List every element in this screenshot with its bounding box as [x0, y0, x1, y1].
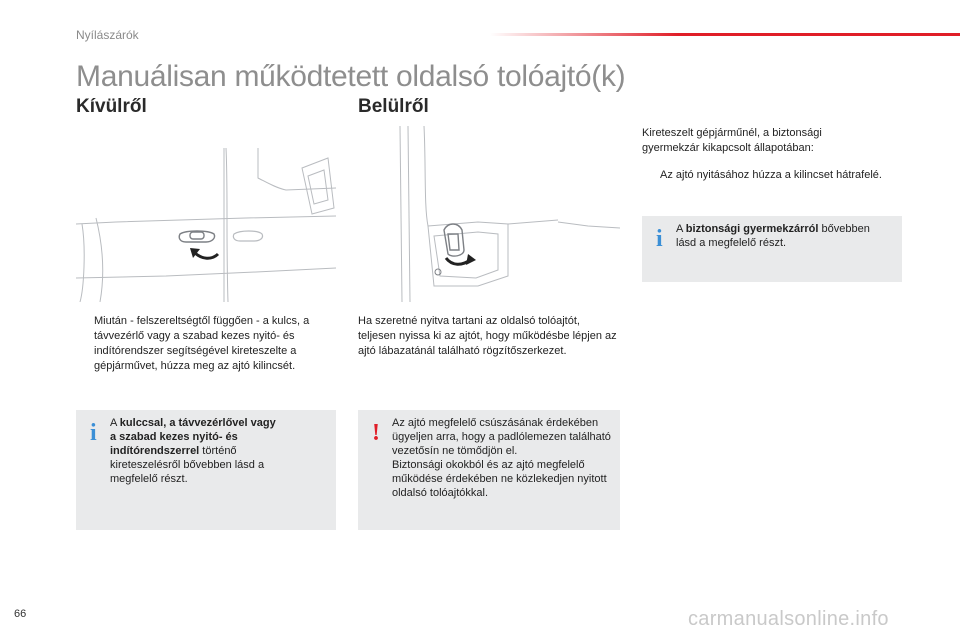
info-icon: i [90, 420, 97, 446]
heading-outside: Kívülről [76, 96, 147, 117]
warning-line-2: Biztonsági okokból és az ajtó megfelelő működése érdekében ne közlekedjen nyitott oldalsó tolóajtókkal. [392, 459, 607, 499]
info-icon: i [656, 226, 663, 252]
inside-warning-note [358, 410, 620, 530]
page-title: Manuálisan működtetett oldalsó tolóajtó(k) [76, 60, 626, 93]
child-lock-info-note [642, 216, 902, 282]
warning-line-1: Az ajtó megfelelő csúszásának érdekében ügyeljen arra, hogy a padlólemezen található vezetősín ne tömődjön el. [392, 417, 611, 457]
outside-info-text [110, 416, 276, 486]
bullet-marker [76, 314, 94, 374]
outside-door-illustration [76, 148, 336, 302]
bullet-marker [642, 168, 660, 183]
outside-instruction-text: Miután - felszereltségtől függően - a kulcs, a távvezérlő vagy a szabad kezes nyitó- és indítórendszer segítségével kireteszelte a gépjárművet, húzza meg az ajtó kilincsét. [94, 315, 310, 372]
warning-icon: ! [372, 420, 380, 446]
child-lock-info-text [676, 222, 872, 250]
note-prefix: A [676, 223, 686, 235]
note-prefix: A [110, 417, 120, 429]
note-rest: történő kireteszelésről bővebben lásd a megfelelő részt. [110, 445, 265, 485]
page-number: 66 [14, 608, 27, 620]
inside-door-illustration [358, 126, 620, 302]
child-lock-instruction-text: Az ajtó nyitásához húzza a kilincset hátrafelé. [660, 169, 882, 181]
outside-info-note [76, 410, 336, 530]
outside-instruction [76, 314, 336, 374]
warning-text [392, 416, 614, 500]
note-bold: kulccsal, a távvezérlővel vagy a szabad kezes nyitó- és indítórendszerrel [110, 417, 276, 457]
child-lock-instruction [642, 168, 882, 183]
child-lock-intro: Kireteszelt gépjárműnél, a biztonsági gyermekzár kikapcsolt állapotában: [642, 127, 822, 154]
header-divider [490, 33, 960, 36]
inside-instruction-text: Ha szeretné nyitva tartani az oldalsó tolóajtót, teljesen nyissa ki az ajtót, hogy működésbe lépjen az ajtó lábazatánál található rögzítőszerkezet. [358, 315, 617, 357]
note-rest: bővebben lásd a megfelelő részt. [676, 223, 870, 249]
note-bold: biztonsági gyermekzárról [685, 223, 819, 235]
section-label: Nyílászárók [76, 28, 139, 42]
heading-inside: Belülről [358, 96, 429, 117]
watermark: carmanualsonline.info [688, 608, 889, 630]
